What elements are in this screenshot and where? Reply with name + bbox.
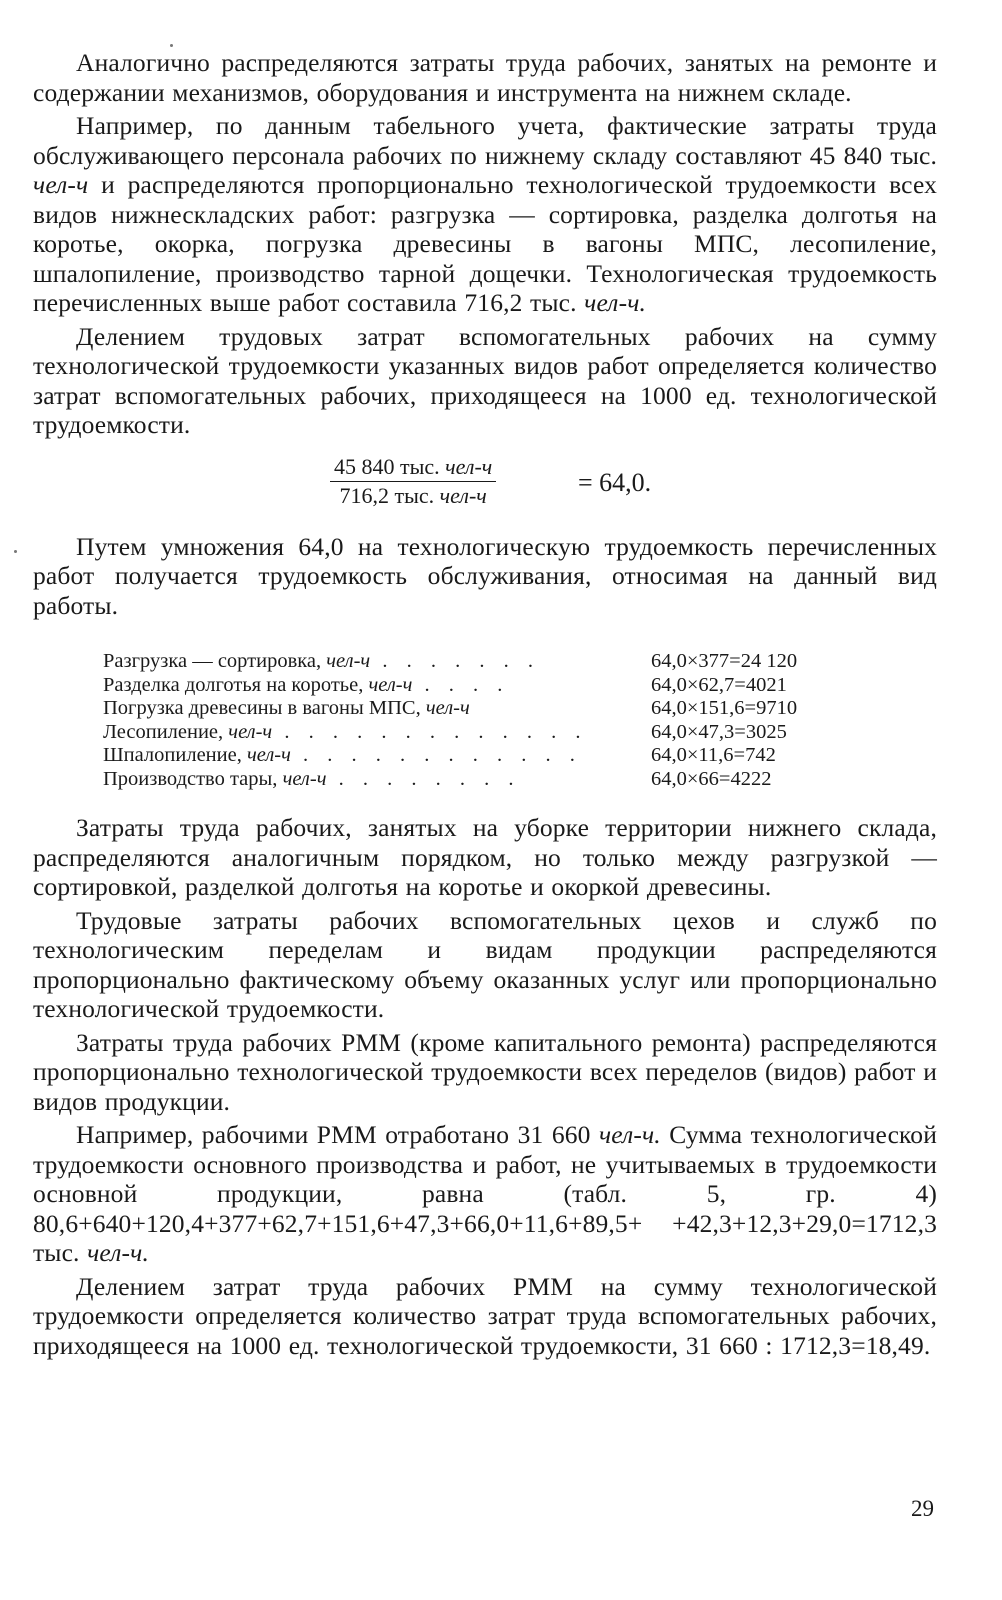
print-speck <box>14 550 17 553</box>
unit-text: чел-ч. <box>584 288 647 317</box>
text-block-bottom <box>33 813 937 1360</box>
formula <box>33 454 937 514</box>
row-label <box>103 768 651 792</box>
paragraph-text: Делением затрат труда рабочих РММ на сумму технологической трудоемкости определяется количество затрат труда вспомогательных рабочих, приходящееся на 1000 ед. технологической трудоемкости, 31 660 : 1712,3=18,49. <box>33 1271 937 1360</box>
paragraph-p8 <box>33 1120 937 1268</box>
formula-result: = 64,0. <box>578 467 652 497</box>
paragraph-text: Например, по данным табельного учета, фактические затраты труда обслуживающего персонала рабочих по нижнему складу составляют 45 840 тыс. <box>33 111 937 170</box>
calculation-table <box>103 650 863 791</box>
row-label <box>103 744 651 768</box>
fraction-numerator: 45 840 тыс. чел-ч <box>330 454 496 482</box>
print-speck <box>170 44 173 47</box>
paragraph-text: Например, рабочими РММ отработано 31 660 <box>76 1120 599 1149</box>
fraction <box>330 454 496 509</box>
paragraph-text: и распределяются пропорционально технологической трудоемкости всех видов нижнескладских работ: разгрузка — сортировка, разделка долготья на коротье, окорка, погрузка древесины в вагоны МПС, лесопиление, шпалопиление, производство тарной дощечки. Технологическая трудоемкость перечисленных выше работ составила 716,2 тыс. <box>33 170 937 317</box>
row-label-text: Разгрузка — сортировка, <box>103 650 327 672</box>
paragraph-p3 <box>33 322 937 440</box>
paragraph-p2 <box>33 111 937 318</box>
text-block-middle <box>33 532 937 621</box>
paragraph-p5 <box>33 813 937 902</box>
table-row <box>103 768 863 792</box>
paragraph-text: Путем умножения 64,0 на технологическую трудоемкость перечисленных работ получается трудоемкость обслуживания, относимая на данный вид работы. <box>33 531 937 620</box>
unit-text: чел-ч. <box>598 1120 661 1149</box>
row-label-text: Производство тары, <box>103 767 283 790</box>
row-unit: чел-ч <box>228 720 273 743</box>
row-label <box>103 721 651 745</box>
row-label-text: Погрузка древесины в вагоны МПС, <box>103 697 426 719</box>
paragraph-text: Аналогично распределяются затраты труда рабочих, занятых на ремонте и содержании механизмов, оборудования и инструмента на нижнем складе. <box>33 48 937 107</box>
paragraph-text: Затраты труда рабочих РММ (кроме капитального ремонта) распределяются пропорционально технологической трудоемкости всех переделов (видов) работ и видов продукции. <box>33 1027 937 1116</box>
row-calculation: 64,0×62,7=4021 <box>651 673 787 696</box>
paragraph-p9 <box>33 1272 937 1361</box>
paragraph-p6 <box>33 906 937 1024</box>
row-label-text: Лесопиление, <box>103 720 229 743</box>
row-leader-dots: . . . . . . . . <box>326 767 521 790</box>
page-number: 29 <box>911 1496 934 1521</box>
paragraph-text: Сумма технологической трудоемкости основного производства и работ, не учитываемых в трудоемкости основной продукции, равна (табл. 5, гр. 4) 80,6+640+120,4+377+62,7+151,6+47,3+66,0+11,6+89,5+ +42,3+12,3+29,0=1712,3 тыс. <box>33 1120 937 1267</box>
row-calculation: 64,0×11,6=742 <box>651 744 776 766</box>
table-row <box>103 650 863 674</box>
row-calculation: 64,0×47,3=3025 <box>651 720 787 743</box>
row-unit: чел-ч <box>368 673 413 696</box>
text-block-top <box>33 48 937 440</box>
row-leader-dots: . . . . . . . . . . . . <box>290 744 582 766</box>
row-label-text: Разделка долготья на коротье, <box>103 673 369 696</box>
row-leader-dots: . . . . . . . <box>370 650 540 672</box>
paragraph-p1 <box>33 48 937 107</box>
row-label <box>103 674 651 698</box>
fraction-denominator: 716,2 тыс. чел-ч <box>339 482 487 508</box>
unit-text: чел-ч <box>33 170 89 199</box>
table-row <box>103 744 863 768</box>
row-calculation: 64,0×377=24 120 <box>651 650 798 672</box>
row-leader-dots: . . . . . . . . . . . . . <box>272 720 588 743</box>
paragraph-text: Трудовые затраты рабочих вспомогательных цехов и служб по технологическим переделам и видам продукции распределяются пропорционально фактическому объему оказанных услуг или пропорционально технологической трудоемкости. <box>33 905 937 1023</box>
unit-text: чел-ч. <box>87 1238 150 1267</box>
table-row <box>103 674 863 698</box>
row-label <box>103 650 651 674</box>
row-calculation: 64,0×151,6=9710 <box>651 697 798 719</box>
row-calculation: 64,0×66=4222 <box>651 767 772 790</box>
paragraph-p4 <box>33 532 937 621</box>
paragraph-text: Делением трудовых затрат вспомогательных рабочих на сумму технологической трудоемкости указанных видов работ определяется количество затрат вспомогательных рабочих, приходящееся на 1000 ед. технологической трудоемкости. <box>33 321 937 439</box>
page-body <box>33 48 937 1360</box>
row-unit: чел-ч <box>282 767 327 790</box>
paragraph-text: Затраты труда рабочих, занятых на уборке территории нижнего склада, распределяются аналогичным порядком, но только между разгрузкой — сортировкой, разделкой долготья на коротье и окоркой древесины. <box>33 813 937 901</box>
row-unit: чел-ч <box>246 744 291 766</box>
row-unit: чел-ч <box>425 697 470 719</box>
row-leader-dots: . . . . <box>412 673 510 696</box>
table-row <box>103 721 863 745</box>
row-label-text: Шпалопиление, <box>103 744 247 766</box>
row-label <box>103 697 651 721</box>
paragraph-p7 <box>33 1028 937 1117</box>
table-row <box>103 697 863 721</box>
row-unit: чел-ч <box>326 650 371 672</box>
